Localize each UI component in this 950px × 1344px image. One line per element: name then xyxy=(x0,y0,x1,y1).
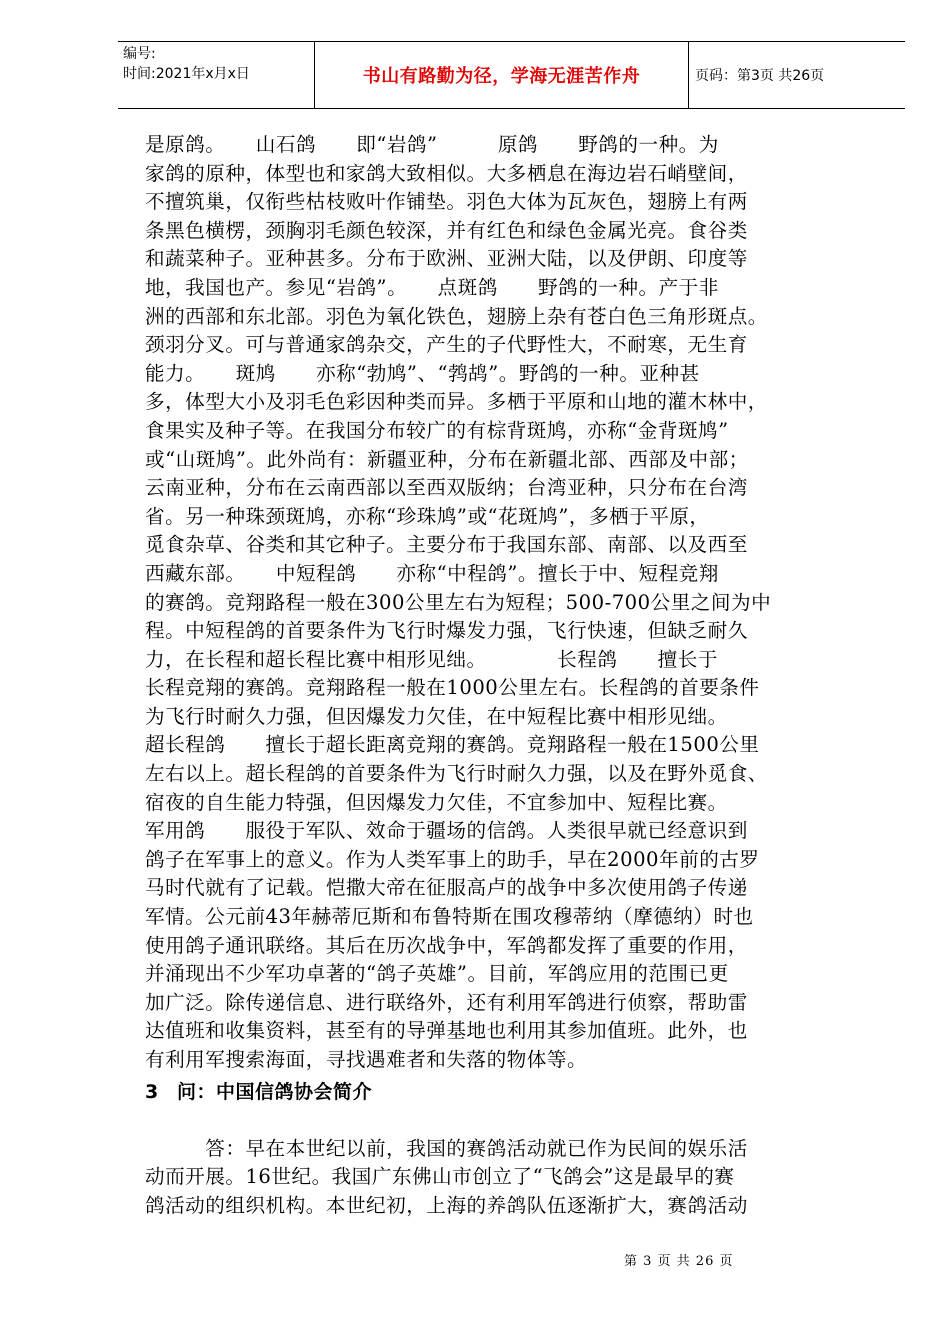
text-line: 洲的西部和东北部。羽色为氧化铁色，翅膀上杂有苍白色三角形斑点。 xyxy=(145,304,768,328)
header-meta xyxy=(118,42,314,108)
text-line: 鸽子在军事上的意义。作为人类军事上的助手，早在2000年前的古罗 xyxy=(145,847,760,871)
page-footer: 第 3 页 共 26 页 xyxy=(624,1254,734,1269)
text-line: 军情。公元前43年赫蒂厄斯和布鲁特斯在围攻穆蒂纳（摩德纳）时也 xyxy=(145,905,754,929)
body-paragraph xyxy=(145,131,877,1075)
text-line: 答：早在本世纪以前，我国的赛鸽活动就已作为民间的娱乐活 xyxy=(145,1136,748,1160)
motto-text: 书山有路勤为径，学海无涯苦作舟 xyxy=(362,66,641,87)
text-line: 觅食杂草、谷类和其它种子。主要分布于我国东部、南部、以及西至 xyxy=(145,533,748,557)
section-heading xyxy=(145,1077,877,1109)
text-line: 条黑色横楞，颈胸羽毛颜色较深，并有红色和绿色金属光亮。食谷类 xyxy=(145,218,748,242)
text-line: 的赛鸽。竞翔路程一般在300公里左右为短程；500-700公里之间为中 xyxy=(145,590,772,614)
text-line: 或“山斑鸠”。此外尚有：新疆亚种，分布在新疆北部、西部及中部； xyxy=(145,447,749,471)
text-line: 使用鸽子通讯联络。其后在历次战争中，军鸽都发挥了重要的作用， xyxy=(145,933,748,957)
section-number: 3 xyxy=(145,1080,159,1103)
text-line: 长程竞翔的赛鸽。竞翔路程一般在1000公里左右。长程鸽的首要条件 xyxy=(145,676,760,700)
text-line: 食果实及种子等。在我国分布较广的有棕背斑鸠，亦称“金背斑鸠” xyxy=(145,418,729,442)
text-line: 军用鸽 服役于军队、效命于疆场的信鸽。人类很早就已经意识到 xyxy=(145,819,748,843)
answer-paragraph xyxy=(145,1135,877,1221)
page-info-text: 页码：第3页 共26页 xyxy=(695,68,825,84)
text-line: 达值班和收集资料，甚至有的导弹基地也利用其参加值班。此外，也 xyxy=(145,1019,748,1043)
text-line: 为飞行时耐久力强，但因爆发力欠佳，在中短程比赛中相形见绌。 xyxy=(145,704,728,728)
text-line: 省。另一种珠颈斑鸠，亦称“珍珠鸠”或“花斑鸠”，多栖于平原， xyxy=(145,504,710,528)
text-line: 颈羽分叉。可与普通家鸽杂交，产生的子代野性大，不耐寒，无生育 xyxy=(145,333,748,357)
text-line: 宿夜的自生能力特强，但因爆发力欠佳，不宜参加中、短程比赛。 xyxy=(145,790,728,814)
text-line: 左右以上。超长程鸽的首要条件为飞行时耐久力强，以及在野外觅食、 xyxy=(145,762,768,786)
text-line: 并涌现出不少军功卓著的“鸽子英雄”。目前，军鸽应用的范围已更 xyxy=(145,962,729,986)
text-line: 不擅筑巢，仅衔些枯枝败叶作铺垫。羽色大体为瓦灰色，翅膀上有两 xyxy=(145,190,748,214)
text-line: 和蔬菜种子。亚种甚多。分布于欧洲、亚洲大陆，以及伊朗、印度等 xyxy=(145,247,748,271)
header-page-info xyxy=(689,42,905,108)
time-label: 时间:2021年x月x日 xyxy=(123,66,250,82)
text-line: 鸽活动的组织机构。本世纪初，上海的养鸽队伍逐渐扩大，赛鸽活动 xyxy=(145,1193,748,1217)
text-line: 是原鸽。 山石鸽 即“岩鸽” 原鸽 野鸽的一种。为 xyxy=(145,133,719,156)
text-line: 地，我国也产。参见“岩鸽”。 点斑鸽 野鸽的一种。产于非 xyxy=(145,275,719,299)
text-line: 多，体型大小及羽毛色彩因种类而异。多栖于平原和山地的灌木林中， xyxy=(145,390,768,414)
page-header xyxy=(118,41,905,109)
text-line: 程。中短程鸽的首要条件为飞行时爆发力强，飞行快速，但缺乏耐久 xyxy=(145,619,748,643)
text-line: 超长程鸽 擅长于超长距离竞翔的赛鸽。竞翔路程一般在1500公里 xyxy=(145,733,760,757)
text-line: 西藏东部。 中短程鸽 亦称“中程鸽”。擅长于中、短程竞翔 xyxy=(145,561,719,585)
document-body xyxy=(145,131,877,1220)
text-line: 家鸽的原种，体型也和家鸽大致相似。大多栖息在海边岩石峭壁间， xyxy=(145,161,748,185)
text-line: 力，在长程和超长程比赛中相形见绌。 长程鸽 擅长于 xyxy=(145,647,718,671)
text-line: 加广泛。除传递信息、进行联络外，还有利用军鸽进行侦察，帮助雷 xyxy=(145,990,748,1014)
text-line: 能力。 斑鸠 亦称“勃鸠”、“鹁鸪”。野鸽的一种。亚种甚 xyxy=(145,361,700,385)
text-line: 云南亚种，分布在云南西部以至西双版纳；台湾亚种，只分布在台湾 xyxy=(145,476,748,500)
text-line: 有利用军搜索海面，寻找遇难者和失落的物体等。 xyxy=(145,1048,588,1071)
section-title: 问：中国信鸽协会简介 xyxy=(177,1080,373,1103)
text-line: 马时代就有了记载。恺撒大帝在征服高卢的战争中多次使用鸽子传递 xyxy=(145,876,748,900)
header-motto xyxy=(314,42,689,108)
serial-label: 编号: xyxy=(123,46,156,62)
text-line: 动而开展。16世纪。我国广东佛山市创立了“飞鸽会”这是最早的赛 xyxy=(145,1165,735,1189)
